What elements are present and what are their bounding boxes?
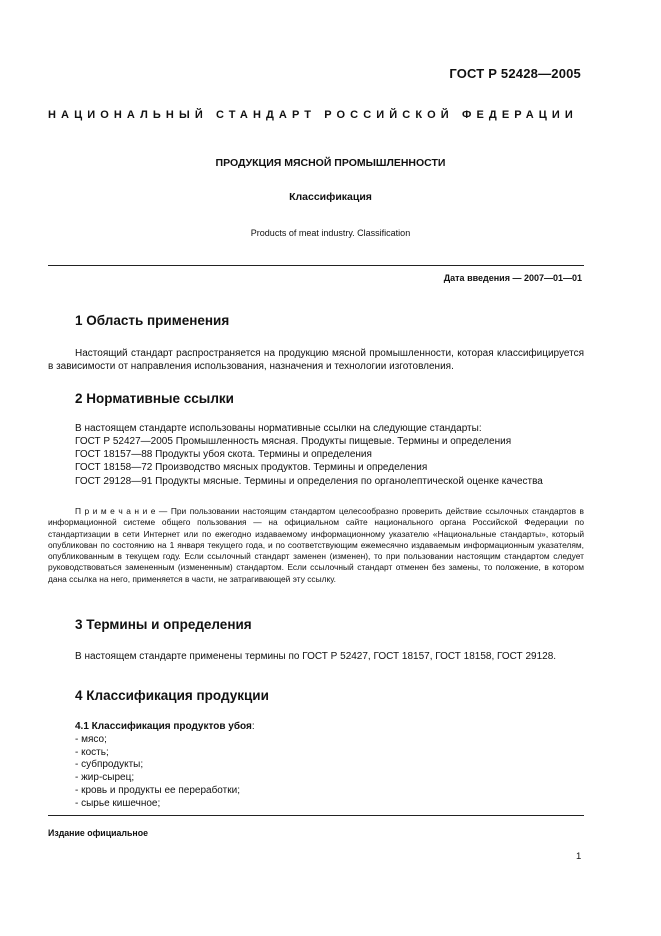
- reference-note: [48, 506, 584, 585]
- section-3-heading: 3 Термины и определения: [75, 617, 252, 632]
- section-1-heading: 1 Область применения: [75, 313, 230, 328]
- footer-divider: [48, 815, 584, 816]
- section-4-heading: 4 Классификация продукции: [75, 688, 269, 703]
- standard-banner: НАЦИОНАЛЬНЫЙ СТАНДАРТ РОССИЙСКОЙ ФЕДЕРАЦИИ: [48, 109, 578, 121]
- page-number: 1: [576, 851, 582, 862]
- english-title: Products of meat industry. Classification: [250, 228, 411, 238]
- title-divider: [48, 265, 584, 266]
- classification-list: [75, 721, 255, 811]
- reference-item: ГОСТ Р 52427—2005 Промышленность мясная. Продукты пищевые. Термины и определения: [75, 436, 512, 447]
- subsection-4-1-colon: :: [251, 721, 255, 732]
- section-3-text-content: В настоящем стандарте применены термины по ГОСТ Р 52427, ГОСТ 18157, ГОСТ 18158, ГОСТ 29128.: [75, 651, 557, 662]
- document-title: ПРОДУКЦИЯ МЯСНОЙ ПРОМЫШЛЕННОСТИ: [215, 157, 446, 169]
- official-edition-label: Издание официальное: [48, 828, 148, 838]
- list-item: - субпродукты;: [75, 759, 144, 771]
- reference-item-last: [48, 475, 584, 488]
- subsection-4-1-heading: [75, 721, 255, 734]
- list-item: - кровь и продукты ее переработки;: [75, 784, 240, 796]
- reference-item: ГОСТ 18157—88 Продукты убоя скота. Термины и определения: [75, 449, 372, 460]
- list-item: - сырье кишечное;: [75, 797, 161, 809]
- document-code: ГОСТ Р 52428—2005: [449, 66, 581, 81]
- list-item: - кость;: [75, 746, 109, 758]
- reference-item: ГОСТ 18158—72 Производство мясных продуктов. Термины и определения: [75, 462, 428, 473]
- document-subtitle: Классификация: [289, 191, 372, 203]
- introduction-date: Дата введения — 2007—01—01: [443, 273, 582, 283]
- reference-note-text: П р и м е ч а н и е — При пользовании настоящим стандартом целесообразно проверить действие ссылочных стандартов в информационной системе общего пользования — на официальном сайте национального органа Российской Федерации по стандартизации в сети Интернет или по ежегодно издаваемому информационному указателю «Национальные стандарты», который опубликован по состоянию на 1 января текущего года, и по соответствующим ежемесячно издаваемым информационным указателям, опубликованным в текущем году. Если ссылочный стандарт заменен (изменен), то при пользовании настоящим стандартом следует руководствоваться замененным (измененным) стандартом. Если ссылочный стандарт отменен без замены, то положение, в котором дана ссылка на него, применяется в части, не затрагивающей эту ссылку.: [48, 506, 584, 584]
- list-item: - мясо;: [75, 733, 107, 745]
- reference-item-last-text: ГОСТ 29128—91 Продукты мясные. Термины и определения по органолептической оценке качества: [75, 476, 543, 487]
- subsection-4-1-title: 4.1 Классификация продуктов убоя: [75, 721, 252, 732]
- section-2-intro: В настоящем стандарте использованы нормативные ссылки на следующие стандарты:: [75, 423, 482, 434]
- section-1-text-content: Настоящий стандарт распространяется на продукцию мясной промышленности, которая классифицируется в зависимости от направления использования, назначения и технологии изготовления.: [48, 348, 584, 373]
- section-2-heading: 2 Нормативные ссылки: [75, 391, 234, 406]
- section-1-text: [48, 347, 584, 373]
- list-item: - жир-сырец;: [75, 772, 135, 784]
- section-3-text: [48, 650, 584, 663]
